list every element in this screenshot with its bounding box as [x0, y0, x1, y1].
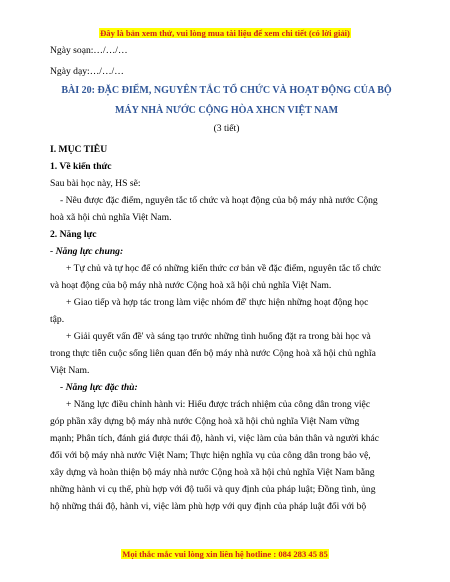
specific-item-1-cont: đối với bộ máy nhà nước Việt Nam; Thực hiện nghĩa vụ của công dân trong bảo vệ, — [50, 450, 371, 461]
intro-text: Sau bài học này, HS sẽ: — [50, 178, 141, 189]
general-item-3-cont: trong thực tiễn cuộc sống liên quan đến bộ máy nhà nước Cộng hoà xã hội chủ nghĩa — [50, 348, 376, 359]
general-competence-heading: - Năng lực chung: — [50, 246, 124, 257]
knowledge-item: - Nêu được đặc điểm, nguyên tắc tổ chức và hoạt động của bộ máy nhà nước Cộng — [60, 195, 378, 206]
general-item-3-cont2: Việt Nam. — [50, 365, 90, 376]
header-notice: Đây là bản xem thử, vui lòng mua tài liệu để xem chi tiết (có lời giải) — [100, 28, 350, 38]
specific-item-1-cont: xây dựng và hoàn thiện bộ máy nhà nước Cộng hoà xã hội chủ nghĩa Việt Nam bằng — [50, 467, 375, 478]
general-item-2: + Giao tiếp và hợp tác trong làm việc nhóm để' thực hiện những hoạt động học — [66, 297, 369, 308]
lesson-title-line2: MÁY NHÀ NƯỚC CỘNG HÒA XHCN VIỆT NAM — [114, 105, 339, 116]
general-item-1: + Tự chủ và tự học để có những kiến thức cơ bản về đặc điểm, nguyên tắc tổ chức — [66, 263, 381, 274]
lesson-periods: (3 tiết) — [213, 123, 240, 134]
knowledge-item-cont: hoà xã hội chủ nghĩa Việt Nam. — [50, 212, 172, 223]
section-objectives: I. MỤC TIÊU — [50, 144, 108, 155]
general-item-2-cont: tập. — [50, 314, 65, 325]
specific-competence-heading: - Năng lực đặc thù: — [60, 382, 138, 393]
general-item-1-cont: và hoạt động của bộ máy nhà nước Cộng hoà xã hội chủ nghĩa Việt Nam. — [50, 280, 332, 291]
general-item-3: + Giải quyết vấn đề' và sáng tạo trước những tình huống đặt ra trong bài học và — [66, 331, 371, 342]
subsection-knowledge: 1. Về kiến thức — [50, 161, 112, 172]
date-taught: Ngày dạy:…/…/… — [50, 66, 124, 77]
lesson-title-line1: BÀI 20: ĐẶC ĐIỂM, NGUYÊN TẮC TỔ CHỨC VÀ HOẠT ĐỘNG CỦA BỘ — [61, 85, 392, 96]
specific-item-1-cont: góp phần xây dựng bộ máy nhà nước Cộng hoà xã hội chủ nghĩa Việt Nam vững — [50, 416, 360, 427]
specific-item-1: + Năng lực điều chỉnh hành vi: Hiểu được trách nhiệm của công dân trong việc — [66, 399, 371, 410]
subsection-competence: 2. Năng lực — [50, 229, 97, 240]
footer-notice: Mọi thắc mắc vui lòng xin liên hệ hotline : 084 283 45 85 — [122, 549, 328, 559]
specific-item-1-cont: những hành vi cụ thể, phù hợp với độ tuổi và quy định của pháp luật; Đồng tình, ủng — [50, 484, 376, 495]
document-body — [50, 42, 403, 515]
date-prepared: Ngày soạn:…/…/… — [50, 45, 128, 56]
specific-item-1-cont: hộ những thái độ, hành vi, việc làm phù hợp với quy định của pháp luật đối với bộ — [50, 501, 367, 512]
specific-item-1-cont: mạnh; Phân tích, đánh giá được thái độ, hành vi, việc làm của bản thân và người khác — [50, 433, 380, 444]
